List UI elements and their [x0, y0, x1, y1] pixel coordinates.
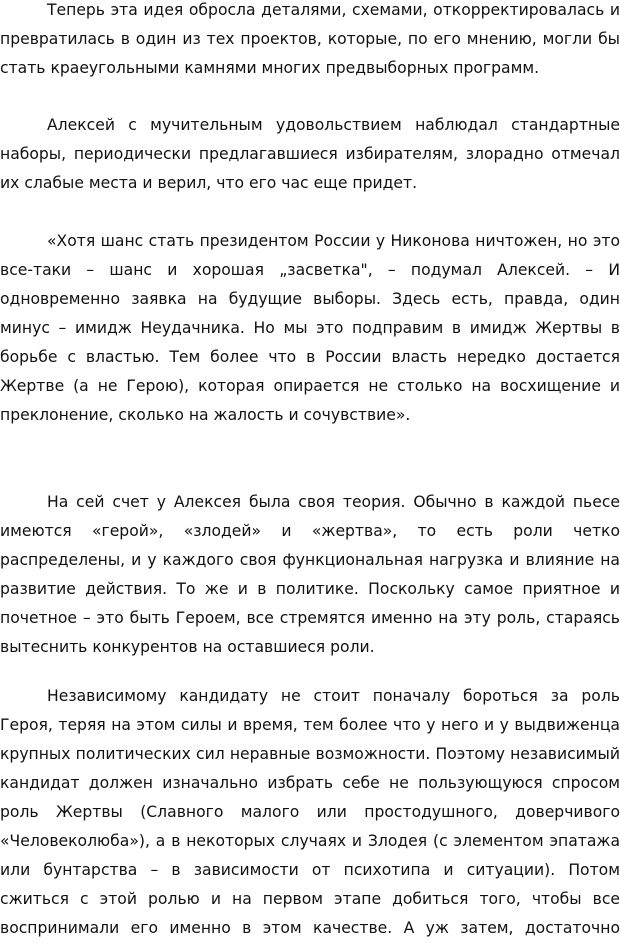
paragraph-line: Алексей с мучительным удовольствием наблюдал стандартные: [47, 116, 620, 134]
paragraph-line: наборы, периодически предлагавшиеся избирателям, злорадно отмечал: [0, 145, 620, 163]
paragraph-line: Теперь эта идея обросла деталями, схемами, откорректировалась и: [47, 1, 620, 19]
paragraph-line: их слабые места и верил, что его час еще придет.: [0, 174, 418, 192]
paragraph-line: превратилась в один из тех проектов, которые, по его мнению, могли бы: [0, 30, 620, 48]
paragraph-5: [0, 682, 620, 943]
paragraph-line: одновременно заявка на будущие выборы. Здесь есть, правда, один: [0, 290, 620, 308]
paragraph-line: минус – имидж Неудачника. Но мы это подправим в имидж Жертвы в: [0, 319, 620, 337]
paragraph-line: распределены, и у каждого своя функциональная нагрузка и влияние на: [0, 551, 620, 569]
paragraph-line: «Хотя шанс стать президентом России у Никонова ничтожен, но это: [47, 232, 620, 250]
paragraph-line: все-таки – шанс и хорошая „засветка", – подумал Алексей. – И: [0, 261, 620, 279]
paragraph-line: «Человеколюба»), а в некоторых случаях и Злодея (с элементом эпатажа: [0, 832, 620, 850]
paragraph-line: Героя, теряя на этом силы и время, тем более что у него и у выдвиженца: [0, 716, 620, 734]
paragraph-line: борьбе с властью. Тем более что в России власть нередко достается: [0, 348, 620, 366]
paragraph-line: почетное – это быть Героем, все стремятся именно на эту роль, стараясь: [0, 609, 620, 627]
paragraph-line: На сей счет у Алексея была своя теория. Обычно в каждой пьесе: [47, 493, 620, 511]
paragraph-line: развитие действия. То же и в политике. Поскольку самое приятное и: [0, 580, 620, 598]
paragraph-line: вытеснить конкурентов на оставшиеся роли.: [0, 638, 375, 656]
paragraph-line: стать краеугольными камнями многих предвыборных программ.: [0, 59, 540, 77]
paragraph-line: кандидат должен изначально избрать себе не пользующуюся спросом: [0, 774, 620, 792]
paragraph-line: сжиться с этой ролью и на первом этапе добиться того, чтобы все: [0, 890, 620, 908]
paragraph-line: преклонение, сколько на жалость и сочувствие».: [0, 406, 411, 424]
paragraph-2: [0, 111, 620, 198]
paragraph-line: воспринимали его именно в этом качестве. А уж затем, достаточно: [0, 919, 620, 937]
paragraph-4: [0, 488, 620, 662]
paragraph-1: [0, 0, 620, 83]
paragraph-3: [0, 227, 620, 430]
paragraph-line: крупных политических сил неравные возможности. Поэтому независимый: [0, 745, 620, 763]
paragraph-line: имеются «герой», «злодей» и «жертва», то есть роли четко: [0, 522, 620, 540]
paragraph-line: или бунтарства – в зависимости от психотипа и ситуации). Потом: [0, 861, 620, 879]
paragraph-line: роль Жертвы (Славного малого или простодушного, доверчивого: [0, 803, 620, 821]
paragraph-line: Жертве (а не Герою), которая опирается не столько на восхищение и: [0, 377, 620, 395]
paragraph-line: Независимому кандидату не стоит поначалу бороться за роль: [47, 687, 620, 705]
